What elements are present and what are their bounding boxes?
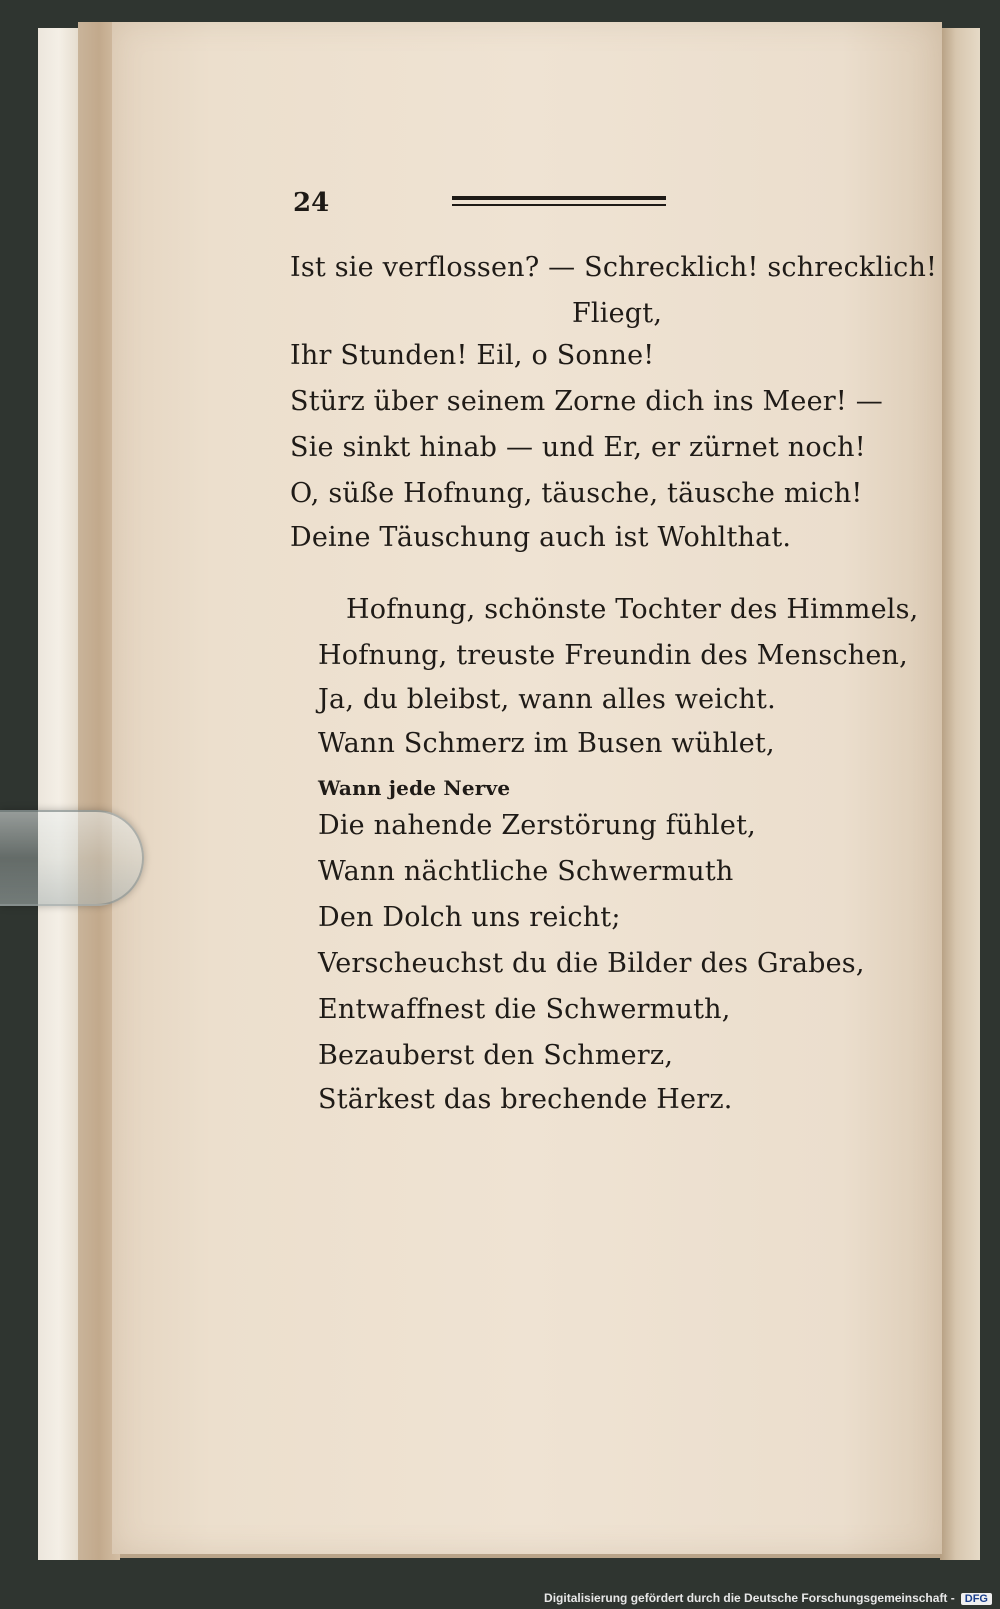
verse-line: Sie sinkt hinab — und Er, er zürnet noch! [290,432,866,463]
verse-line: Wann jede Nerve [318,776,511,800]
verse-line: Ihr Stunden! Eil, o Sonne! [290,340,655,371]
verse-line: Verscheuchst du die Bilder des Grabes, [318,948,865,979]
verse-line: Deine Täuschung auch ist Wohlthat. [290,522,792,553]
header-rule-thick [452,196,666,200]
digitization-credit [544,1591,992,1605]
verse-line: Bezauberst den Schmerz, [318,1040,674,1071]
header-rule-thin [452,204,666,206]
verse-line: Stürz über seinem Zorne dich ins Meer! — [290,386,883,417]
credit-text: Digitalisierung gefördert durch die Deutsche Forschungsgemeinschaft - [544,1591,955,1605]
verse-line: Den Dolch uns reicht; [318,902,621,933]
page-clip [0,810,144,906]
next-page-edge [940,28,980,1560]
verse-line: Wann nächtliche Schwermuth [318,856,734,887]
verse-line: Die nahende Zerstörung fühlet, [318,810,756,841]
verse-line: Wann Schmerz im Busen wühlet, [318,728,775,759]
verse-line: Entwaffnest die Schwermuth, [318,994,731,1025]
verse-line: Hofnung, treuste Freundin des Menschen, [318,640,908,671]
verse-line: Hofnung, schönste Tochter des Himmels, [346,594,919,625]
verse-line: Ist sie verflossen? — Schrecklich! schrecklich! [290,252,938,283]
verse-line: Stärkest das brechende Herz. [318,1084,733,1115]
page-number: 24 [293,188,330,218]
dfg-logo: DFG [961,1593,992,1605]
verse-line: Fliegt, [572,298,663,329]
verse-line: O, süße Hofnung, täusche, täusche mich! [290,478,863,509]
verse-line: Ja, du bleibst, wann alles weicht. [318,684,776,715]
